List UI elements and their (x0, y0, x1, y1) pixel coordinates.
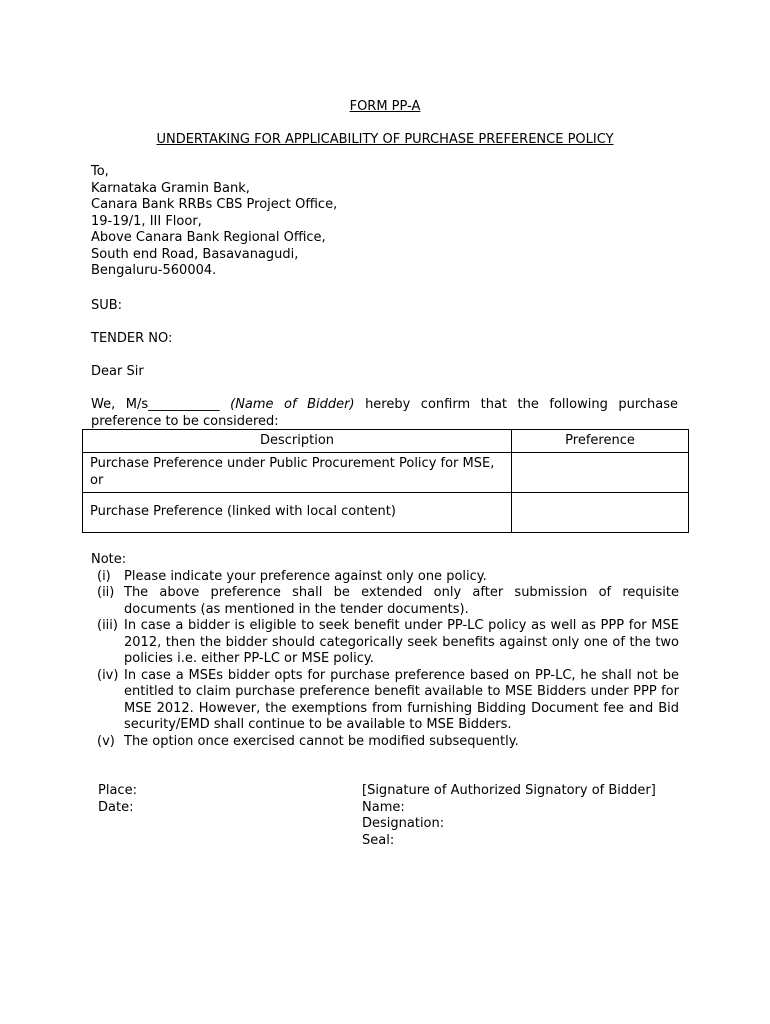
note-number: (iv) (97, 667, 119, 683)
note-item (91, 569, 679, 586)
signatory-label: [Signature of Authorized Signatory of Bidder] (362, 783, 656, 798)
salutation: Dear Sir (91, 364, 144, 379)
name-label: Name: (362, 799, 405, 815)
row-preference-cell[interactable] (512, 453, 689, 493)
table-header-row (83, 430, 689, 453)
note-text: The above preference shall be extended only after submission of requisite documents (as mentioned in the tender documents). (124, 585, 679, 617)
notes-label: Note: (91, 552, 127, 567)
note-number: (i) (97, 568, 111, 584)
form-title: FORM PP-A (349, 99, 421, 114)
row-description: Purchase Preference under Public Procurement Policy for MSE, or (83, 453, 512, 493)
note-text: In case a bidder is eligible to seek benefit under PP-LC policy as well as PPP for MSE 2012, then the bidder should categorically seek benefits against only one of the two policies i.e. either PP-LC or MSE policy. (124, 618, 679, 666)
note-item (91, 585, 679, 618)
address-to: To, (91, 164, 109, 179)
note-number: (v) (97, 733, 115, 749)
intro-paragraph (91, 397, 678, 430)
note-text: The option once exercised cannot be modified subsequently. (124, 733, 519, 749)
address-line: 19-19/1, III Floor, (91, 213, 202, 229)
notes-section (91, 552, 679, 750)
intro-text-line2: preference to be considered: (91, 413, 279, 429)
header-description: Description (83, 430, 512, 453)
address-line: Canara Bank RRBs CBS Project Office, (91, 197, 338, 212)
table-row (83, 453, 689, 493)
designation-label: Designation: (362, 816, 445, 831)
intro-text: hereby confirm that the following purchase (365, 397, 678, 412)
tender-no-label: TENDER NO: (91, 331, 173, 346)
note-number: (ii) (97, 585, 115, 600)
document-heading: UNDERTAKING FOR APPLICABILITY OF PURCHASE PREFERENCE POLICY (156, 132, 614, 147)
row-preference-cell[interactable] (512, 493, 689, 533)
seal-label: Seal: (362, 832, 395, 848)
header-preference: Preference (512, 430, 689, 453)
place-label: Place: (98, 783, 137, 798)
date-label: Date: (98, 799, 134, 815)
address-line: Bengaluru-560004. (91, 263, 217, 278)
bidder-name-blank: We, M/s___________ (91, 397, 220, 412)
bidder-name-hint: (Name of Bidder) (230, 397, 355, 412)
note-number: (iii) (97, 618, 118, 633)
address-line: Karnataka Gramin Bank, (91, 180, 250, 196)
signature-block (362, 783, 656, 849)
address-line: Above Canara Bank Regional Office, (91, 230, 326, 245)
subject-label: SUB: (91, 298, 123, 313)
note-text: In case a MSEs bidder opts for purchase preference based on PP-LC, he shall not be entitled to claim purchase preference benefit available to MSE Bidders under PPP for MSE 2012. However, the exemptions from furnishing Bidding Document fee and Bid security/EMD shall continue to be available to MSE Bidders. (124, 667, 679, 732)
preference-table (82, 429, 689, 533)
note-text: Please indicate your preference against only one policy. (124, 568, 487, 584)
table-row (83, 493, 689, 533)
note-item (91, 668, 679, 734)
note-item (91, 618, 679, 668)
row-description: Purchase Preference (linked with local content) (83, 493, 512, 533)
recipient-address (91, 164, 337, 280)
note-item (91, 734, 679, 751)
address-line: South end Road, Basavanagudi, (91, 246, 299, 262)
place-date-block (98, 783, 137, 816)
